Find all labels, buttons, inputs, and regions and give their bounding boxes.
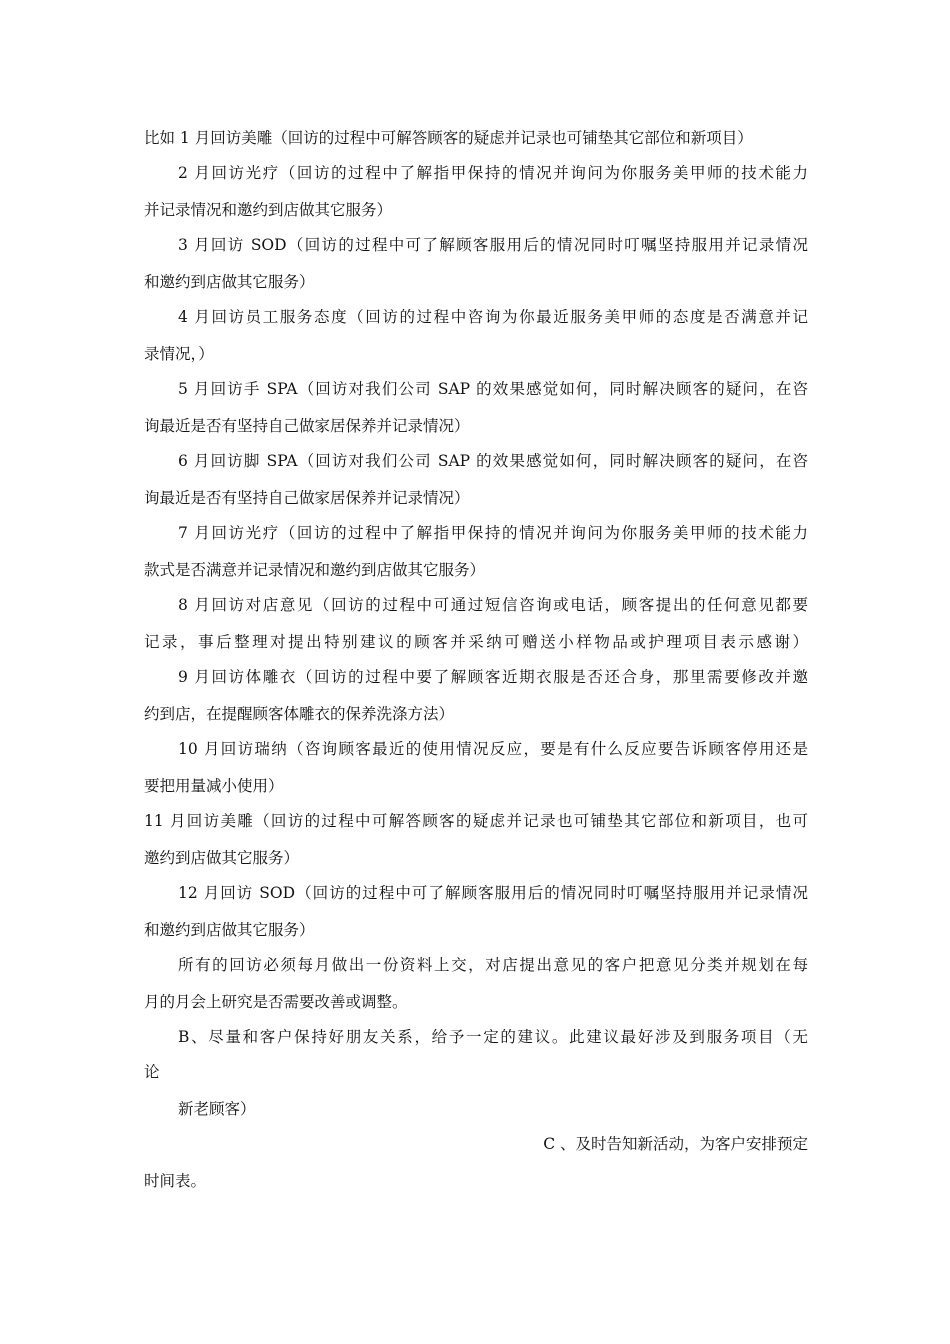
text-line: 月的月会上研究是否需要改善或调整。 [144,993,408,1011]
text-line: 询最近是否有坚持自己做家居保养并记录情况） [144,489,470,507]
text-line: 约到店，在提醒顾客体雕衣的保养洗涤方法） [144,705,455,723]
text-line: 11 月回访美雕（回访的过程中可解答顾客的疑虑并记录也可铺垫其它部位和新项目，也可 [144,812,808,830]
text-line: 3 月回访 SOD（回访的过程中可了解顾客服用后的情况同时叮嘱坚持服用并记录情况 [178,236,808,254]
text-line: 4 月回访员工服务态度（回访的过程中咨询为你最近服务美甲师的态度是否满意并记 [178,308,808,326]
text-line: 和邀约到店做其它服务） [144,921,315,939]
text-line: 记录，事后整理对提出特别建议的顾客并采纳可赠送小样物品或护理项目表示感谢） [144,633,808,651]
text-line: 录情况，） [144,345,214,363]
text-line: 8 月回访对店意见（回访的过程中可通过短信咨询或电话，顾客提出的任何意见都要 [178,596,808,614]
text-line: 2 月回访光疗（回访的过程中了解指甲保持的情况并询问为你服务美甲师的技术能力 [178,164,808,182]
text-line: 10 月回访瑞纳（咨询顾客最近的使用情况反应，要是有什么反应要告诉顾客停用还是 [178,740,808,758]
text-line: 6 月回访脚 SPA（回访对我们公司 SAP 的效果感觉如何，同时解决顾客的疑问，在咨 [178,452,808,470]
text-line: 和邀约到店做其它服务） [144,273,315,291]
text-line: 时间表。 [144,1172,207,1190]
text-line: 比如 1 月回访美雕（回访的过程中可解答顾客的疑虑并记录也可铺垫其它部位和新项目） [144,129,753,147]
text-line: 所有的回访必须每月做出一份资料上交，对店提出意见的客户把意见分类并规划在每 [178,956,808,974]
text-line: 并记录情况和邀约到店做其它服务） [144,201,393,219]
text-line: 要把用量减小使用） [144,777,284,795]
text-line: 款式是否满意并记录情况和邀约到店做其它服务） [144,561,486,579]
text-line: 邀约到店做其它服务） [144,849,300,867]
text-line: 询最近是否有坚持自己做家居保养并记录情况） [144,417,470,435]
text-line: B、尽量和客户保持好朋友关系，给予一定的建议。此建议最好涉及到服务项目（无 [178,1028,808,1046]
text-line: 12 月回访 SOD（回访的过程中可了解顾客服用后的情况同时叮嘱坚持服用并记录情况 [178,884,808,902]
text-line: 论 [144,1063,160,1081]
text-line: 7 月回访光疗（回访的过程中了解指甲保持的情况并询问为你服务美甲师的技术能力 [178,524,808,542]
text-line: 9 月回访体雕衣（回访的过程中要了解顾客近期衣服是否还合身，那里需要修改并邀 [178,668,808,686]
text-line: 新老顾客） [178,1100,256,1118]
text-line: 5 月回访手 SPA（回访对我们公司 SAP 的效果感觉如何，同时解决顾客的疑问，在咨 [178,380,808,398]
text-line: C 、及时告知新活动，为客户安排预定 [543,1135,808,1153]
